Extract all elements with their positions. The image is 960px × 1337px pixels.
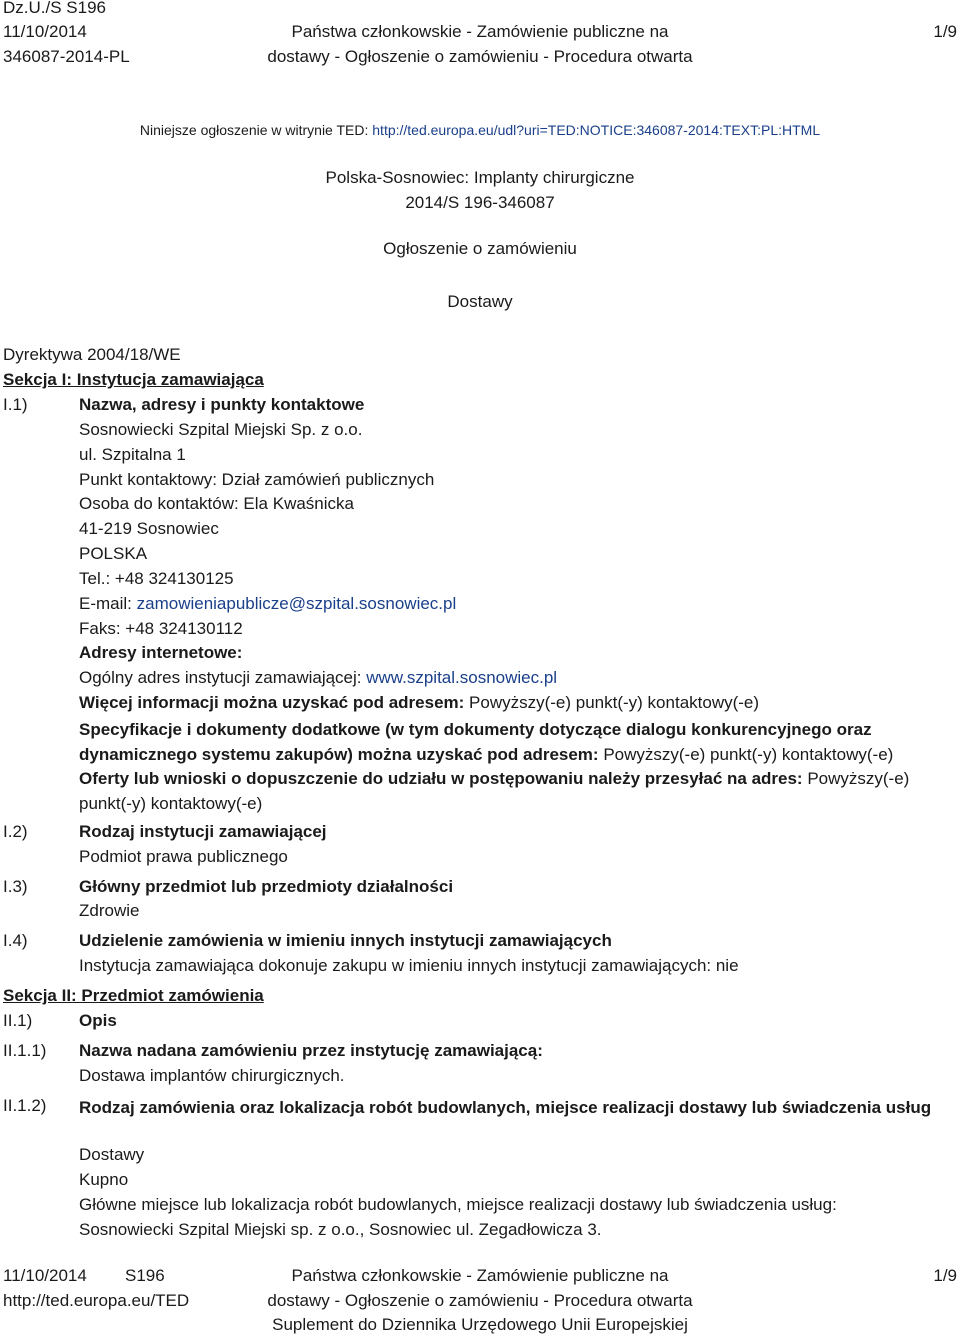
general-address-label: Ogólny adres instytucji zamawiającej: <box>79 668 367 687</box>
header-title-line2: dostawy - Ogłoszenie o zamówieniu - Procedura otwarta <box>267 47 693 66</box>
contact-point: Punkt kontaktowy: Dział zamówień publicznych <box>79 470 435 489</box>
offers-value: Powyższy(-e) punkt(-y) kontaktowy(-e) <box>79 769 910 813</box>
section-1-heading: Sekcja I: Instytucja zamawiająca <box>3 370 264 389</box>
authority-name: Sosnowiecki Szpital Miejski Sp. z o.o. <box>79 420 363 439</box>
ii11-number: II.1.1) <box>3 1041 47 1060</box>
footer-page-number: 1/9 <box>933 1266 957 1285</box>
email-label: E-mail: <box>79 594 137 613</box>
ii11-value: Dostawa implantów chirurgicznych. <box>79 1066 345 1085</box>
authority-city: 41-219 Sosnowiec <box>79 519 219 538</box>
ii12-value-location-label: Główne miejsce lub lokalizacja robót budowlanych, miejsce realizacji dostawy lub świadczenia usług: <box>79 1195 837 1214</box>
ii12-title: Rodzaj zamówienia oraz lokalizacja robót budowlanych, miejsce realizacji dostawy lub świadczenia usług <box>79 1098 932 1117</box>
ii1-title: Opis <box>79 1011 117 1030</box>
ii12-value-purchase: Kupno <box>79 1170 129 1189</box>
specifications-value: Powyższy(-e) punkt(-y) kontaktowy(-e) <box>603 744 894 764</box>
specifications-paragraph <box>79 718 949 767</box>
footer-issue: S196 <box>125 1266 165 1285</box>
more-info-line <box>79 693 759 713</box>
contact-person: Osoba do kontaktów: Ela Kwaśnicka <box>79 494 354 513</box>
i4-number: I.4) <box>3 931 28 950</box>
i1-title: Nazwa, adresy i punkty kontaktowe <box>79 395 365 414</box>
i3-value: Zdrowie <box>79 901 140 920</box>
header-notice-id: 346087-2014-PL <box>3 47 130 66</box>
contract-type: Dostawy <box>447 292 513 311</box>
authority-street: ul. Szpitalna 1 <box>79 445 186 464</box>
general-address-link[interactable]: www.szpital.sosnowiec.pl <box>366 668 558 687</box>
section-2-heading: Sekcja II: Przedmiot zamówienia <box>3 986 264 1005</box>
i3-number: I.3) <box>3 877 28 896</box>
i2-value: Podmiot prawa publicznego <box>79 847 288 866</box>
footer-title-line2: dostawy - Ogłoszenie o zamówieniu - Procedura otwarta <box>267 1291 693 1310</box>
i4-title: Udzielenie zamówienia w imieniu innych instytucji zamawiających <box>79 931 612 950</box>
ii11-title: Nazwa nadana zamówieniu przez instytucję zamawiającą: <box>79 1041 543 1060</box>
footer-supplement: Suplement do Dziennika Urzędowego Unii Europejskiej <box>272 1315 688 1334</box>
notice-url-line <box>0 122 960 138</box>
header-page-number: 1/9 <box>933 22 957 41</box>
authority-email-line <box>79 594 456 614</box>
general-address-line <box>79 668 557 688</box>
web-addresses-heading: Adresy internetowe: <box>79 643 243 662</box>
i1-number: I.1) <box>3 395 28 414</box>
notice-url-prefix: Niniejsze ogłoszenie w witrynie TED: <box>139 122 373 138</box>
notice-reference: 2014/S 196-346087 <box>405 193 555 212</box>
specifications-label: Specyfikacje i dokumenty dodatkowe (w tym dokumenty dotyczące dialogu konkurencyjnego oraz dynamicznego systemu zakupów) można uzyskać pod adresem: <box>79 720 872 764</box>
offers-paragraph <box>79 767 949 816</box>
header-journal: Dz.U./S S196 <box>3 0 106 17</box>
more-info-value: Powyższy(-e) punkt(-y) kontaktowy(-e) <box>469 693 760 712</box>
notice-url-link[interactable]: http://ted.europa.eu/udl?uri=TED:NOTICE:346087-2014:TEXT:PL:HTML <box>372 122 821 138</box>
offers-label: Oferty lub wnioski o dopuszczenie do udziału w postępowaniu należy przesyłać na adres: <box>79 769 808 788</box>
authority-fax: Faks: +48 324130112 <box>79 619 243 638</box>
notice-type: Ogłoszenie o zamówieniu <box>383 239 577 258</box>
i2-title: Rodzaj instytucji zamawiającej <box>79 822 327 841</box>
footer-date: 11/10/2014 <box>3 1266 87 1285</box>
ii12-value-location: Sosnowiecki Szpital Miejski sp. z o.o., Sosnowiec ul. Zegadłowicza 3. <box>79 1220 602 1239</box>
email-link[interactable]: zamowieniapublicze@szpital.sosnowiec.pl <box>136 594 457 613</box>
more-info-label: Więcej informacji można uzyskać pod adresem: <box>79 693 470 712</box>
footer-title-line1: Państwa członkowskie - Zamówienie publiczne na <box>291 1266 669 1285</box>
ii12-value-supplies: Dostawy <box>79 1145 145 1164</box>
i2-number: I.2) <box>3 822 28 841</box>
header-title-line1: Państwa członkowskie - Zamówienie publiczne na <box>291 22 669 41</box>
authority-phone: Tel.: +48 324130125 <box>79 569 234 588</box>
notice-title: Polska-Sosnowiec: Implanty chirurgiczne <box>325 168 635 187</box>
authority-country: POLSKA <box>79 544 148 563</box>
header-date: 11/10/2014 <box>3 22 87 41</box>
i4-value: Instytucja zamawiająca dokonuje zakupu w imieniu innych instytucji zamawiających: nie <box>79 956 739 975</box>
i3-title: Główny przedmiot lub przedmioty działalności <box>79 877 454 896</box>
ii1-number: II.1) <box>3 1011 33 1030</box>
directive: Dyrektywa 2004/18/WE <box>3 345 181 364</box>
ii12-number: II.1.2) <box>3 1096 47 1115</box>
footer-url[interactable]: http://ted.europa.eu/TED <box>3 1291 190 1310</box>
